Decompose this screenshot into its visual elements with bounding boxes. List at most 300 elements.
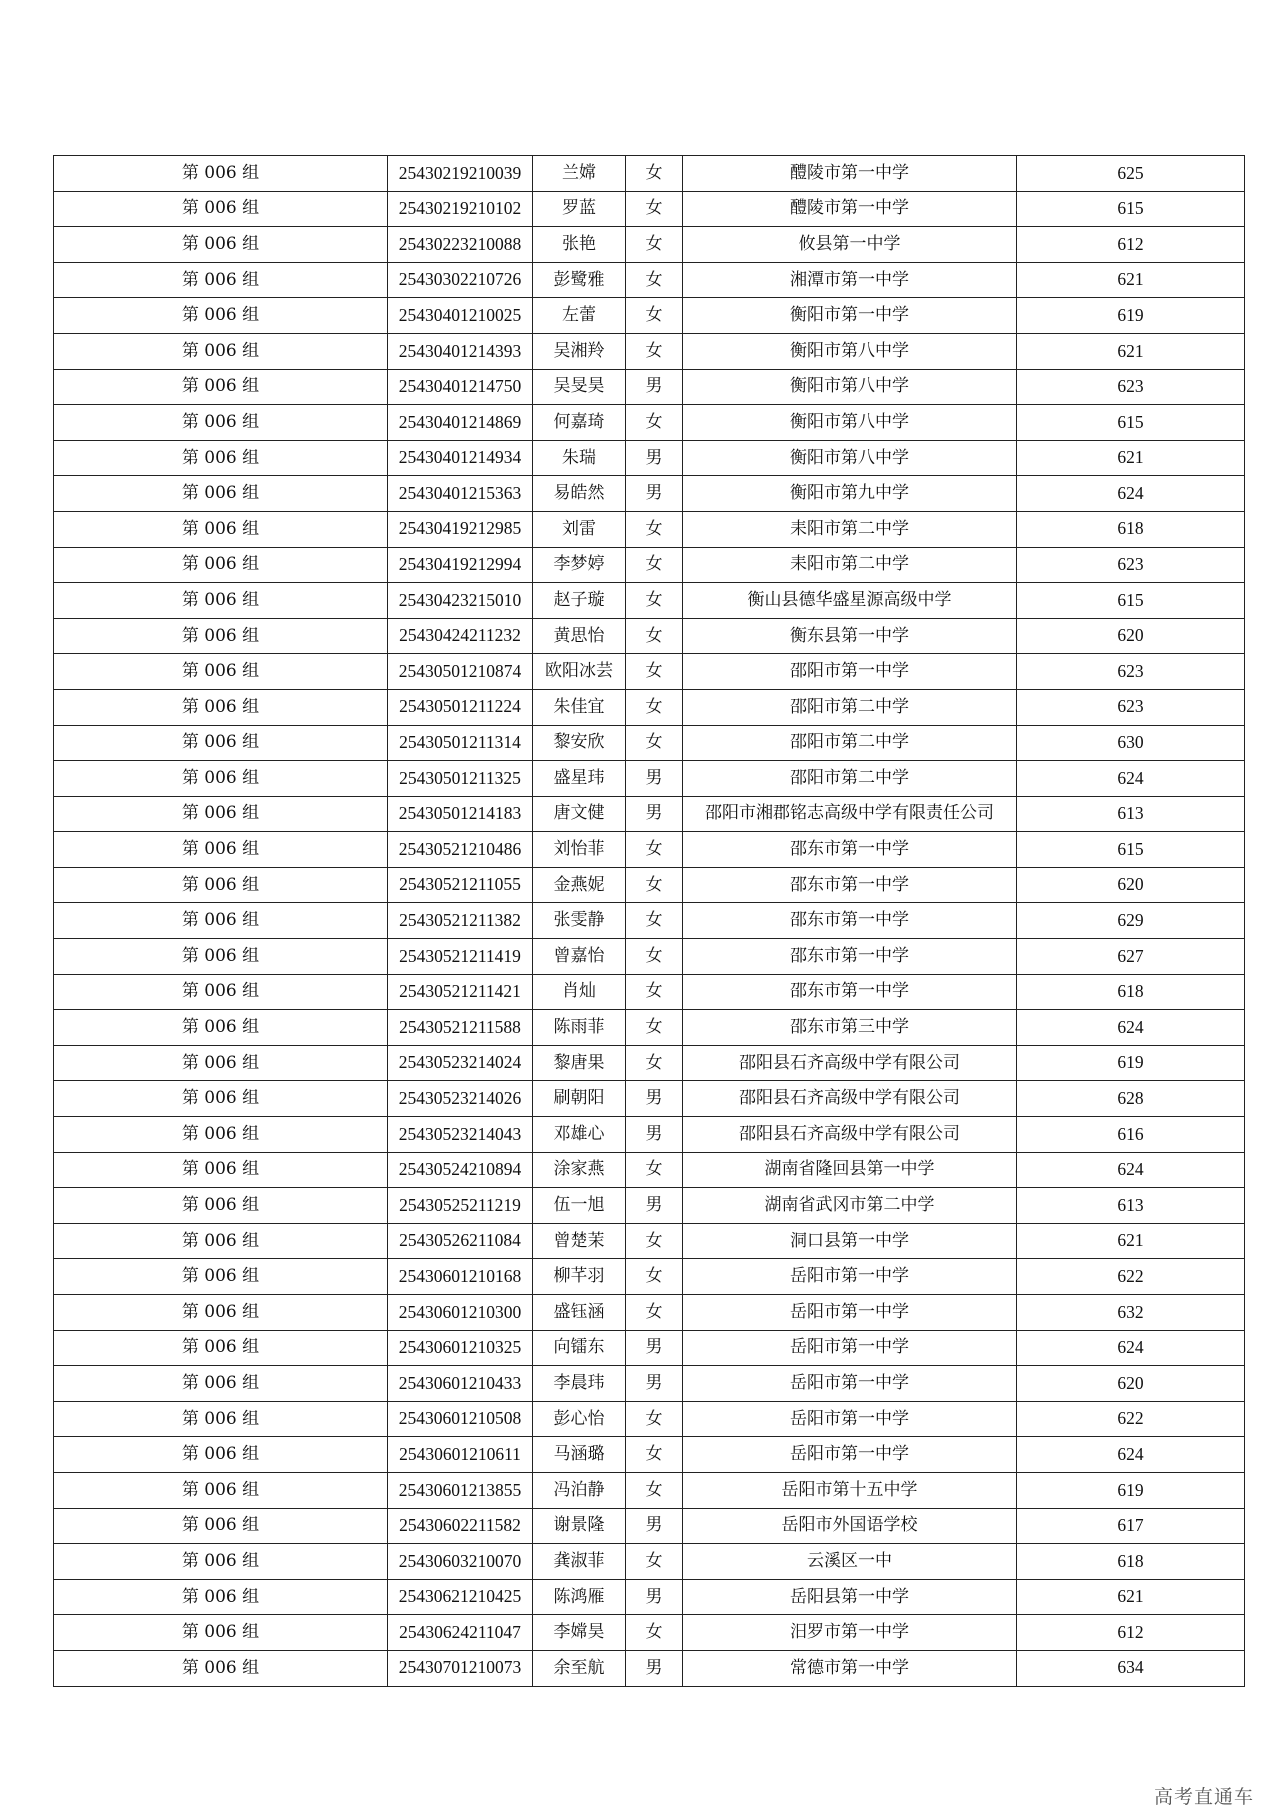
exam-id-cell: 25430601210168	[388, 1259, 533, 1295]
exam-id-cell: 25430521211055	[388, 867, 533, 903]
group-cell: 第 006 组	[54, 1366, 388, 1402]
table-row	[54, 1508, 1245, 1544]
school-cell: 衡阳市第八中学	[683, 405, 1017, 441]
school-cell: 邵东市第一中学	[683, 903, 1017, 939]
score-cell: 624	[1017, 1330, 1245, 1366]
gender-cell: 男	[626, 761, 683, 797]
table-row	[54, 1330, 1245, 1366]
table-row	[54, 1223, 1245, 1259]
score-cell: 621	[1017, 1223, 1245, 1259]
group-cell: 第 006 组	[54, 1010, 388, 1046]
score-cell: 620	[1017, 1366, 1245, 1402]
table-row	[54, 974, 1245, 1010]
table-row	[54, 369, 1245, 405]
table-row	[54, 1152, 1245, 1188]
table-row	[54, 511, 1245, 547]
table-row	[54, 333, 1245, 369]
school-cell: 邵阳县石齐高级中学有限公司	[683, 1081, 1017, 1117]
name-cell: 李晨玮	[533, 1366, 626, 1402]
score-cell: 612	[1017, 1615, 1245, 1651]
exam-id-cell: 25430401210025	[388, 298, 533, 334]
table-row	[54, 1401, 1245, 1437]
name-cell: 左蕾	[533, 298, 626, 334]
group-cell: 第 006 组	[54, 1188, 388, 1224]
table-row	[54, 298, 1245, 334]
gender-cell: 女	[626, 298, 683, 334]
gender-cell: 女	[626, 1437, 683, 1473]
name-cell: 李嫦昊	[533, 1615, 626, 1651]
exam-id-cell: 25430501211224	[388, 689, 533, 725]
group-cell: 第 006 组	[54, 262, 388, 298]
table-row	[54, 761, 1245, 797]
table-row	[54, 725, 1245, 761]
school-cell: 邵阳县石齐高级中学有限公司	[683, 1045, 1017, 1081]
group-cell: 第 006 组	[54, 1650, 388, 1686]
name-cell: 盛钰涵	[533, 1295, 626, 1331]
school-cell: 衡阳市第八中学	[683, 333, 1017, 369]
exam-id-cell: 25430419212994	[388, 547, 533, 583]
table-row	[54, 832, 1245, 868]
name-cell: 彭鹭雅	[533, 262, 626, 298]
school-cell: 汨罗市第一中学	[683, 1615, 1017, 1651]
table-row	[54, 405, 1245, 441]
gender-cell: 女	[626, 867, 683, 903]
score-cell: 613	[1017, 796, 1245, 832]
school-cell: 岳阳市第一中学	[683, 1401, 1017, 1437]
school-cell: 洞口县第一中学	[683, 1223, 1017, 1259]
gender-cell: 女	[626, 1401, 683, 1437]
name-cell: 邓雄心	[533, 1117, 626, 1153]
table-row	[54, 1295, 1245, 1331]
score-cell: 612	[1017, 227, 1245, 263]
exam-id-cell: 25430603210070	[388, 1544, 533, 1580]
group-cell: 第 006 组	[54, 1579, 388, 1615]
gender-cell: 女	[626, 583, 683, 619]
exam-id-cell: 25430601213855	[388, 1472, 533, 1508]
exam-id-cell: 25430501211314	[388, 725, 533, 761]
exam-id-cell: 25430601210433	[388, 1366, 533, 1402]
score-cell: 624	[1017, 1010, 1245, 1046]
gender-cell: 男	[626, 1188, 683, 1224]
gender-cell: 女	[626, 227, 683, 263]
exam-id-cell: 25430521211382	[388, 903, 533, 939]
group-cell: 第 006 组	[54, 333, 388, 369]
exam-id-cell: 25430223210088	[388, 227, 533, 263]
gender-cell: 男	[626, 1508, 683, 1544]
score-cell: 617	[1017, 1508, 1245, 1544]
table-row	[54, 476, 1245, 512]
group-cell: 第 006 组	[54, 1223, 388, 1259]
table-row	[54, 1259, 1245, 1295]
school-cell: 衡阳市第九中学	[683, 476, 1017, 512]
school-cell: 耒阳市第二中学	[683, 547, 1017, 583]
exam-id-cell: 25430501211325	[388, 761, 533, 797]
school-cell: 岳阳市第一中学	[683, 1437, 1017, 1473]
gender-cell: 女	[626, 1544, 683, 1580]
gender-cell: 男	[626, 1330, 683, 1366]
name-cell: 易皓然	[533, 476, 626, 512]
name-cell: 柳芊羽	[533, 1259, 626, 1295]
group-cell: 第 006 组	[54, 156, 388, 192]
gender-cell: 女	[626, 1045, 683, 1081]
school-cell: 攸县第一中学	[683, 227, 1017, 263]
school-cell: 衡阳市第八中学	[683, 440, 1017, 476]
group-cell: 第 006 组	[54, 1544, 388, 1580]
exam-id-cell: 25430521210486	[388, 832, 533, 868]
table-row	[54, 867, 1245, 903]
score-cell: 624	[1017, 476, 1245, 512]
name-cell: 李梦婷	[533, 547, 626, 583]
name-cell: 兰嫦	[533, 156, 626, 192]
score-cell: 622	[1017, 1259, 1245, 1295]
table-row	[54, 796, 1245, 832]
gender-cell: 女	[626, 689, 683, 725]
exam-id-cell: 25430219210102	[388, 191, 533, 227]
table-row	[54, 440, 1245, 476]
table-row	[54, 262, 1245, 298]
name-cell: 唐文健	[533, 796, 626, 832]
score-cell: 623	[1017, 689, 1245, 725]
gender-cell: 女	[626, 1223, 683, 1259]
exam-id-cell: 25430401214934	[388, 440, 533, 476]
school-cell: 邵东市第三中学	[683, 1010, 1017, 1046]
group-cell: 第 006 组	[54, 974, 388, 1010]
name-cell: 张艳	[533, 227, 626, 263]
group-cell: 第 006 组	[54, 1472, 388, 1508]
table-row	[54, 1579, 1245, 1615]
school-cell: 湖南省武冈市第二中学	[683, 1188, 1017, 1224]
school-cell: 岳阳市第一中学	[683, 1330, 1017, 1366]
name-cell: 涂家燕	[533, 1152, 626, 1188]
name-cell: 黎唐果	[533, 1045, 626, 1081]
group-cell: 第 006 组	[54, 191, 388, 227]
gender-cell: 男	[626, 1650, 683, 1686]
school-cell: 邵东市第一中学	[683, 939, 1017, 975]
name-cell: 陈雨菲	[533, 1010, 626, 1046]
gender-cell: 女	[626, 939, 683, 975]
exam-id-cell: 25430602211582	[388, 1508, 533, 1544]
group-cell: 第 006 组	[54, 1117, 388, 1153]
group-cell: 第 006 组	[54, 1295, 388, 1331]
school-cell: 湖南省隆回县第一中学	[683, 1152, 1017, 1188]
table-row	[54, 618, 1245, 654]
name-cell: 马涵璐	[533, 1437, 626, 1473]
score-cell: 618	[1017, 511, 1245, 547]
exam-id-cell: 25430601210300	[388, 1295, 533, 1331]
name-cell: 向镭东	[533, 1330, 626, 1366]
score-cell: 622	[1017, 1401, 1245, 1437]
group-cell: 第 006 组	[54, 618, 388, 654]
name-cell: 刘雷	[533, 511, 626, 547]
school-cell: 云溪区一中	[683, 1544, 1017, 1580]
exam-id-cell: 25430523214043	[388, 1117, 533, 1153]
score-cell: 621	[1017, 262, 1245, 298]
gender-cell: 女	[626, 156, 683, 192]
school-cell: 耒阳市第二中学	[683, 511, 1017, 547]
gender-cell: 女	[626, 974, 683, 1010]
score-cell: 618	[1017, 1544, 1245, 1580]
school-cell: 岳阳市第一中学	[683, 1366, 1017, 1402]
gender-cell: 女	[626, 1295, 683, 1331]
exam-id-cell: 25430526211084	[388, 1223, 533, 1259]
exam-id-cell: 25430423215010	[388, 583, 533, 619]
watermark: 高考直通车	[1153, 1786, 1254, 1808]
gender-cell: 男	[626, 440, 683, 476]
school-cell: 邵东市第一中学	[683, 867, 1017, 903]
table-row	[54, 1010, 1245, 1046]
school-cell: 邵阳市第二中学	[683, 725, 1017, 761]
table-row	[54, 689, 1245, 725]
exam-id-cell: 25430419212985	[388, 511, 533, 547]
score-cell: 615	[1017, 583, 1245, 619]
name-cell: 曾楚茉	[533, 1223, 626, 1259]
school-cell: 衡东县第一中学	[683, 618, 1017, 654]
score-cell: 620	[1017, 618, 1245, 654]
table-row	[54, 1117, 1245, 1153]
score-cell: 620	[1017, 867, 1245, 903]
score-cell: 625	[1017, 156, 1245, 192]
score-cell: 628	[1017, 1081, 1245, 1117]
score-cell: 624	[1017, 1437, 1245, 1473]
roster-body	[54, 156, 1245, 1687]
score-cell: 630	[1017, 725, 1245, 761]
table-row	[54, 1366, 1245, 1402]
group-cell: 第 006 组	[54, 1081, 388, 1117]
table-row	[54, 1615, 1245, 1651]
score-cell: 632	[1017, 1295, 1245, 1331]
score-cell: 619	[1017, 298, 1245, 334]
gender-cell: 男	[626, 476, 683, 512]
school-cell: 岳阳市第一中学	[683, 1295, 1017, 1331]
table-row	[54, 1437, 1245, 1473]
table-row	[54, 903, 1245, 939]
gender-cell: 女	[626, 333, 683, 369]
group-cell: 第 006 组	[54, 725, 388, 761]
exam-id-cell: 25430521211588	[388, 1010, 533, 1046]
school-cell: 邵阳市第一中学	[683, 654, 1017, 690]
gender-cell: 男	[626, 1366, 683, 1402]
exam-id-cell: 25430501210874	[388, 654, 533, 690]
name-cell: 赵子璇	[533, 583, 626, 619]
exam-id-cell: 25430501214183	[388, 796, 533, 832]
group-cell: 第 006 组	[54, 903, 388, 939]
group-cell: 第 006 组	[54, 1615, 388, 1651]
gender-cell: 男	[626, 1081, 683, 1117]
group-cell: 第 006 组	[54, 689, 388, 725]
gender-cell: 女	[626, 618, 683, 654]
table-row	[54, 547, 1245, 583]
table-row	[54, 156, 1245, 192]
group-cell: 第 006 组	[54, 654, 388, 690]
score-cell: 613	[1017, 1188, 1245, 1224]
score-cell: 615	[1017, 405, 1245, 441]
name-cell: 彭心怡	[533, 1401, 626, 1437]
gender-cell: 女	[626, 832, 683, 868]
table-row	[54, 1045, 1245, 1081]
exam-id-cell: 25430624211047	[388, 1615, 533, 1651]
school-cell: 邵东市第一中学	[683, 832, 1017, 868]
school-cell: 醴陵市第一中学	[683, 156, 1017, 192]
gender-cell: 女	[626, 405, 683, 441]
gender-cell: 女	[626, 1259, 683, 1295]
gender-cell: 女	[626, 511, 683, 547]
exam-id-cell: 25430521211419	[388, 939, 533, 975]
name-cell: 何嘉琦	[533, 405, 626, 441]
score-cell: 619	[1017, 1472, 1245, 1508]
name-cell: 吴湘羚	[533, 333, 626, 369]
name-cell: 朱瑞	[533, 440, 626, 476]
group-cell: 第 006 组	[54, 1437, 388, 1473]
gender-cell: 女	[626, 262, 683, 298]
score-cell: 616	[1017, 1117, 1245, 1153]
exam-id-cell: 25430521211421	[388, 974, 533, 1010]
school-cell: 邵阳市湘郡铭志高级中学有限责任公司	[683, 796, 1017, 832]
exam-id-cell: 25430523214024	[388, 1045, 533, 1081]
score-cell: 615	[1017, 191, 1245, 227]
score-cell: 621	[1017, 333, 1245, 369]
name-cell: 冯泊静	[533, 1472, 626, 1508]
name-cell: 欧阳冰芸	[533, 654, 626, 690]
group-cell: 第 006 组	[54, 1045, 388, 1081]
exam-id-cell: 25430219210039	[388, 156, 533, 192]
group-cell: 第 006 组	[54, 867, 388, 903]
exam-id-cell: 25430621210425	[388, 1579, 533, 1615]
table-row	[54, 227, 1245, 263]
roster-table	[53, 155, 1245, 1687]
name-cell: 罗蓝	[533, 191, 626, 227]
school-cell: 岳阳市外国语学校	[683, 1508, 1017, 1544]
exam-id-cell: 25430601210508	[388, 1401, 533, 1437]
group-cell: 第 006 组	[54, 547, 388, 583]
table-row	[54, 1650, 1245, 1686]
group-cell: 第 006 组	[54, 761, 388, 797]
gender-cell: 女	[626, 903, 683, 939]
school-cell: 岳阳市第一中学	[683, 1259, 1017, 1295]
score-cell: 623	[1017, 369, 1245, 405]
table-row	[54, 1188, 1245, 1224]
gender-cell: 男	[626, 1117, 683, 1153]
group-cell: 第 006 组	[54, 1152, 388, 1188]
gender-cell: 女	[626, 191, 683, 227]
table-row	[54, 939, 1245, 975]
school-cell: 常德市第一中学	[683, 1650, 1017, 1686]
score-cell: 618	[1017, 974, 1245, 1010]
name-cell: 张雯静	[533, 903, 626, 939]
exam-id-cell: 25430302210726	[388, 262, 533, 298]
exam-id-cell: 25430424211232	[388, 618, 533, 654]
school-cell: 岳阳市第十五中学	[683, 1472, 1017, 1508]
name-cell: 吴旻昊	[533, 369, 626, 405]
exam-id-cell: 25430401215363	[388, 476, 533, 512]
school-cell: 邵阳县石齐高级中学有限公司	[683, 1117, 1017, 1153]
score-cell: 615	[1017, 832, 1245, 868]
exam-id-cell: 25430701210073	[388, 1650, 533, 1686]
table-row	[54, 654, 1245, 690]
name-cell: 曾嘉怡	[533, 939, 626, 975]
school-cell: 邵东市第一中学	[683, 974, 1017, 1010]
name-cell: 黄思怡	[533, 618, 626, 654]
gender-cell: 男	[626, 796, 683, 832]
school-cell: 岳阳县第一中学	[683, 1579, 1017, 1615]
group-cell: 第 006 组	[54, 405, 388, 441]
table-row	[54, 191, 1245, 227]
group-cell: 第 006 组	[54, 1330, 388, 1366]
exam-id-cell: 25430601210611	[388, 1437, 533, 1473]
score-cell: 634	[1017, 1650, 1245, 1686]
gender-cell: 女	[626, 1152, 683, 1188]
exam-id-cell: 25430523214026	[388, 1081, 533, 1117]
gender-cell: 女	[626, 1615, 683, 1651]
gender-cell: 女	[626, 654, 683, 690]
group-cell: 第 006 组	[54, 227, 388, 263]
gender-cell: 女	[626, 1010, 683, 1046]
group-cell: 第 006 组	[54, 583, 388, 619]
group-cell: 第 006 组	[54, 369, 388, 405]
gender-cell: 女	[626, 725, 683, 761]
school-cell: 邵阳市第二中学	[683, 761, 1017, 797]
group-cell: 第 006 组	[54, 476, 388, 512]
exam-id-cell: 25430601210325	[388, 1330, 533, 1366]
table-row	[54, 583, 1245, 619]
exam-id-cell: 25430524210894	[388, 1152, 533, 1188]
group-cell: 第 006 组	[54, 511, 388, 547]
score-cell: 627	[1017, 939, 1245, 975]
name-cell: 陈鸿雁	[533, 1579, 626, 1615]
name-cell: 伍一旭	[533, 1188, 626, 1224]
score-cell: 621	[1017, 440, 1245, 476]
name-cell: 朱佳宜	[533, 689, 626, 725]
school-cell: 醴陵市第一中学	[683, 191, 1017, 227]
score-cell: 624	[1017, 1152, 1245, 1188]
group-cell: 第 006 组	[54, 1508, 388, 1544]
group-cell: 第 006 组	[54, 1401, 388, 1437]
table-row	[54, 1472, 1245, 1508]
name-cell: 刘怡菲	[533, 832, 626, 868]
score-cell: 629	[1017, 903, 1245, 939]
group-cell: 第 006 组	[54, 832, 388, 868]
name-cell: 金燕妮	[533, 867, 626, 903]
school-cell: 衡阳市第八中学	[683, 369, 1017, 405]
score-cell: 619	[1017, 1045, 1245, 1081]
exam-id-cell: 25430401214393	[388, 333, 533, 369]
gender-cell: 男	[626, 1579, 683, 1615]
group-cell: 第 006 组	[54, 796, 388, 832]
name-cell: 盛星玮	[533, 761, 626, 797]
gender-cell: 女	[626, 1472, 683, 1508]
score-cell: 624	[1017, 761, 1245, 797]
score-cell: 623	[1017, 654, 1245, 690]
name-cell: 肖灿	[533, 974, 626, 1010]
table-row	[54, 1544, 1245, 1580]
exam-id-cell: 25430401214750	[388, 369, 533, 405]
gender-cell: 男	[626, 369, 683, 405]
name-cell: 龚淑菲	[533, 1544, 626, 1580]
group-cell: 第 006 组	[54, 298, 388, 334]
school-cell: 衡山县德华盛星源高级中学	[683, 583, 1017, 619]
group-cell: 第 006 组	[54, 440, 388, 476]
score-cell: 621	[1017, 1579, 1245, 1615]
name-cell: 刷朝阳	[533, 1081, 626, 1117]
score-cell: 623	[1017, 547, 1245, 583]
group-cell: 第 006 组	[54, 1259, 388, 1295]
school-cell: 邵阳市第二中学	[683, 689, 1017, 725]
school-cell: 湘潭市第一中学	[683, 262, 1017, 298]
gender-cell: 女	[626, 547, 683, 583]
exam-id-cell: 25430525211219	[388, 1188, 533, 1224]
table-row	[54, 1081, 1245, 1117]
name-cell: 谢景隆	[533, 1508, 626, 1544]
group-cell: 第 006 组	[54, 939, 388, 975]
